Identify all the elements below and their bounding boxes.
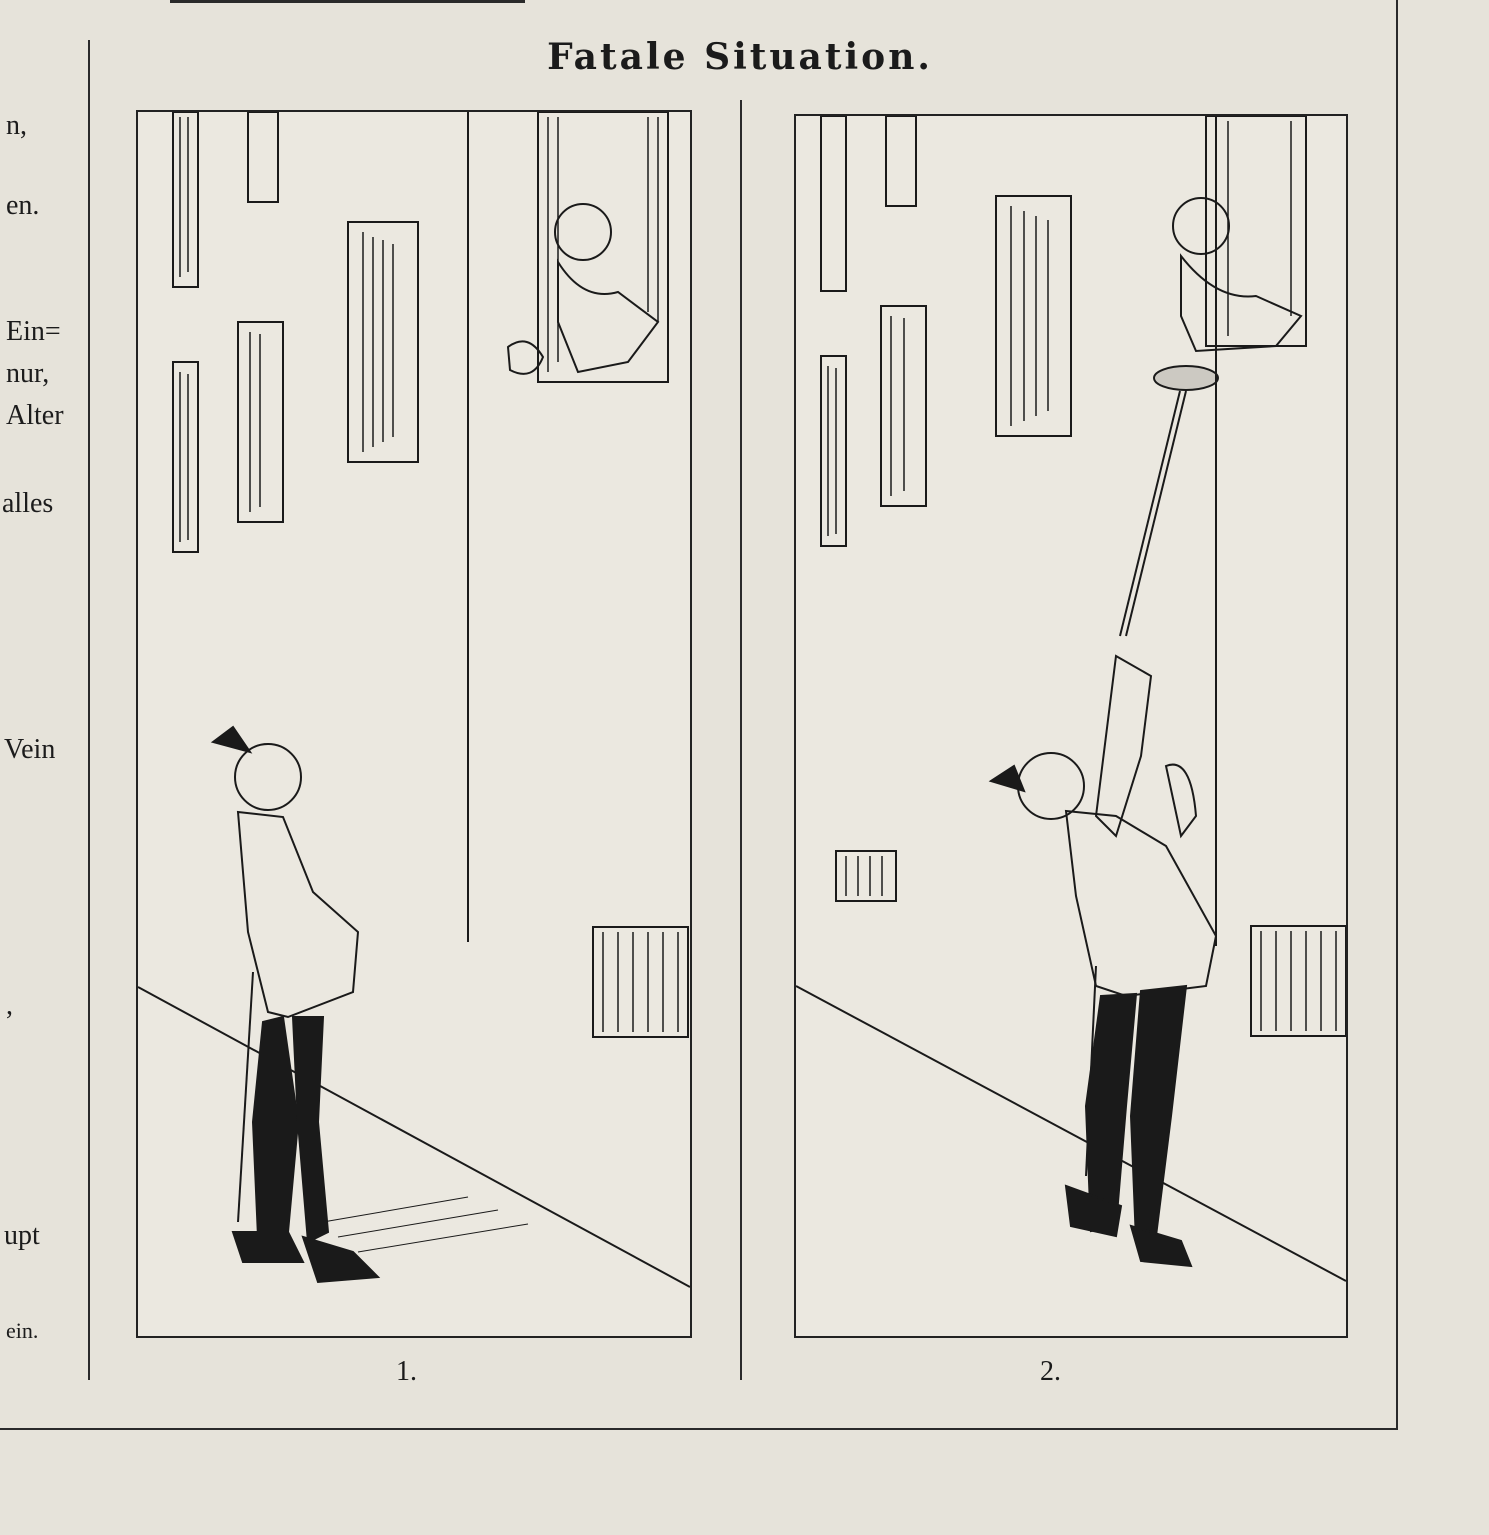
soldier-figure (213, 727, 378, 1282)
margin-fragment: , (6, 990, 13, 1021)
soldier-figure (991, 656, 1216, 1266)
panel-2-number: 2. (1040, 1356, 1061, 1387)
top-rule (170, 0, 525, 3)
margin-fragment: alles (2, 488, 54, 519)
margin-fragment: Vein (4, 734, 56, 765)
panel-1-number: 1. (396, 1356, 417, 1387)
column-divider-left (88, 40, 90, 1380)
margin-fragment: n, (6, 110, 27, 141)
cartoon-panel-1 (136, 110, 692, 1338)
window-drawing (173, 112, 418, 552)
column-divider-center (740, 100, 742, 1380)
margin-fragment: ein. (6, 1318, 39, 1343)
cartoon-panel-2 (794, 114, 1348, 1338)
margin-fragment: Ein= (6, 316, 61, 347)
margin-fragment: nur, (6, 358, 50, 389)
panel-1-illustration (138, 112, 690, 1336)
margin-fragment: en. (6, 190, 40, 221)
margin-fragment: Alter (6, 400, 64, 431)
cartoon-title: Fatale Situation. (547, 36, 933, 78)
bottom-rule (0, 1428, 1398, 1430)
panel-2-illustration (796, 116, 1346, 1336)
window-drawing (821, 116, 1071, 901)
right-page-border (1396, 0, 1398, 1430)
margin-fragment: upt (4, 1220, 40, 1251)
